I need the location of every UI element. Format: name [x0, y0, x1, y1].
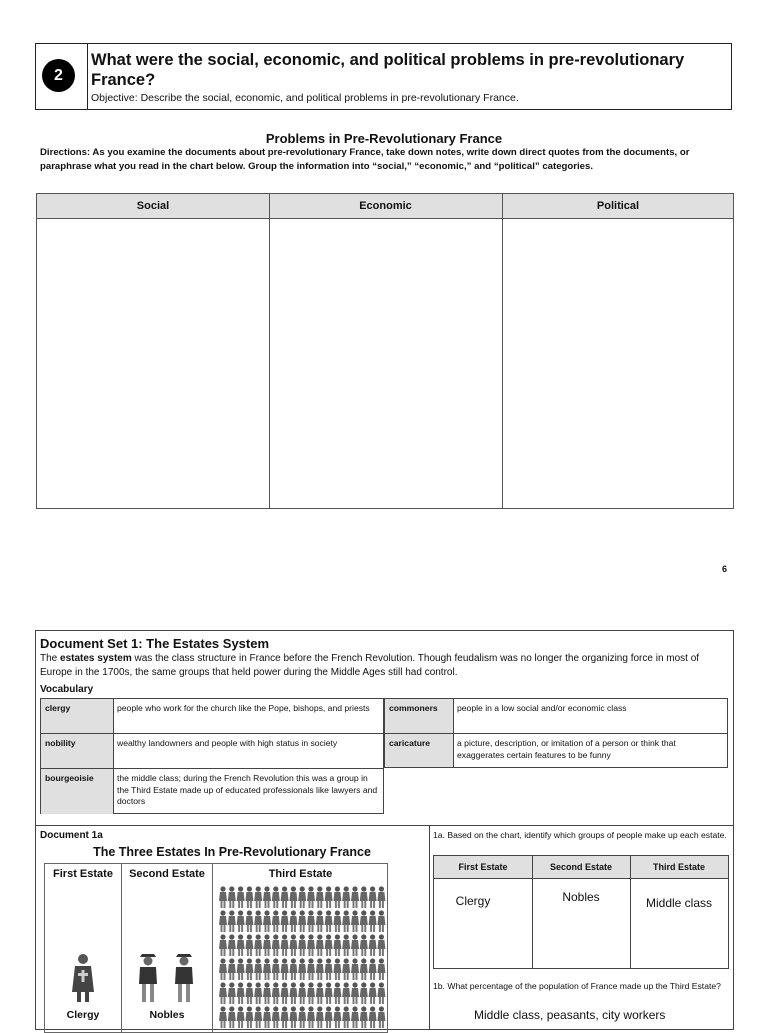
- col-divider: [121, 864, 122, 1032]
- third-estate-crowd-icon: [217, 886, 387, 1032]
- estate-header: Third Estate: [268, 868, 333, 880]
- vocab-definition: people who work for the church like the Pope, bishops, and priests: [117, 703, 370, 713]
- answer-third-estate[interactable]: Middle class: [645, 896, 713, 910]
- lesson-question: What were the social, economic, and political problems in pre-revolutionary France?: [91, 51, 685, 89]
- intro-text: The: [40, 653, 61, 664]
- row-divider: [41, 768, 383, 769]
- vocab-term: commoners: [385, 699, 453, 733]
- vocab-term: caricature: [385, 734, 453, 767]
- document-1a-label: Document 1a: [40, 830, 103, 841]
- document-1a-title: The Three Estates In Pre-Revolutionary France: [93, 845, 371, 859]
- vocab-definition: a picture, description, or imitation of a person or think that exaggerates certain features to be funny: [457, 738, 676, 760]
- question-1b: 1b. What percentage of the population of France made up the Third Estate?: [433, 981, 721, 991]
- answer-table-header: [434, 856, 728, 879]
- directions-text: Directions: As you examine the documents about pre-revolutionary France, take down notes, write down direct quotes from the documents, or paraphrase what you read in the chart below. Group the information into “social,” “economic,” and “political” categories.: [40, 147, 690, 172]
- document-set: [35, 630, 734, 1030]
- three-estates-figure: [44, 863, 388, 1033]
- lesson-number-cell: [36, 44, 88, 109]
- answer-second-estate[interactable]: Nobles: [562, 890, 600, 904]
- answer-first-estate[interactable]: Clergy: [455, 894, 491, 908]
- vocab-table-left: [40, 698, 384, 814]
- notes-economic-cell[interactable]: [270, 219, 502, 509]
- vocab-term: clergy: [41, 699, 113, 733]
- vocab-definition: wealthy landowners and people with high status in society: [117, 738, 338, 748]
- answer-col-header: Third Estate: [652, 862, 705, 872]
- col-divider: [113, 699, 114, 813]
- vocab-term: bourgeoisie: [41, 769, 113, 814]
- vocab-table-right: [384, 698, 728, 768]
- vocab-definition: people in a low social and/or economic class: [457, 703, 627, 713]
- question-1a: 1a. Based on the chart, identify which groups of people make up each estate.: [433, 830, 727, 840]
- row-divider: [41, 733, 383, 734]
- estate-header: First Estate: [53, 868, 113, 880]
- notes-col-economic: Economic: [359, 200, 412, 212]
- notes-col-political: Political: [596, 200, 640, 212]
- document-set-title: Document Set 1: The Estates System: [40, 636, 270, 651]
- answer-col-header: Second Estate: [549, 862, 613, 872]
- answer-col-header: First Estate: [458, 862, 508, 872]
- lesson-number-badge: 2: [42, 59, 75, 92]
- clergy-figure-icon: [69, 952, 97, 1004]
- notes-table-header: [37, 194, 733, 219]
- vocab-definition: the middle class; during the French Revolution this was a group in the Third Estate made up of educated professionals like lawyers and doctors: [117, 773, 378, 806]
- notes-political-cell[interactable]: [503, 219, 734, 509]
- section-divider: [36, 825, 733, 826]
- notes-table: [36, 193, 734, 509]
- col-divider: [532, 856, 533, 968]
- page-number: 6: [722, 564, 728, 574]
- estate-footer: Nobles: [149, 1009, 185, 1021]
- lesson-header: [35, 43, 732, 110]
- intro-text: was the class structure in France before the French Revolution. Though feudalism was no longer the organizing force in most of Europe in the 1700s, the same groups that held power during the Middle Ages still had control.: [40, 653, 700, 678]
- col-divider: [453, 699, 454, 767]
- section-divider: [429, 825, 430, 1029]
- noble-figure-icon: [135, 952, 161, 1004]
- document-set-intro: [40, 652, 725, 679]
- estate-header: Second Estate: [129, 868, 205, 880]
- row-divider: [385, 733, 727, 734]
- notes-social-cell[interactable]: [37, 219, 269, 509]
- lesson-objective: Objective: Describe the social, economic, and political problems in pre-revolutionary France.: [91, 92, 519, 104]
- vocabulary-label: Vocabulary: [40, 684, 94, 695]
- answer-1b[interactable]: Middle class, peasants, city workers: [474, 1008, 666, 1022]
- answer-table: [433, 855, 729, 969]
- notes-col-social: Social: [136, 200, 170, 212]
- col-divider: [212, 864, 213, 1032]
- vocab-term: nobility: [41, 734, 113, 768]
- estate-footer: Clergy: [66, 1009, 100, 1021]
- intro-keyword: estates system: [60, 653, 132, 664]
- noble-figure-icon: [171, 952, 197, 1004]
- section-title: Problems in Pre-Revolutionary France: [265, 131, 503, 146]
- col-divider: [630, 856, 631, 968]
